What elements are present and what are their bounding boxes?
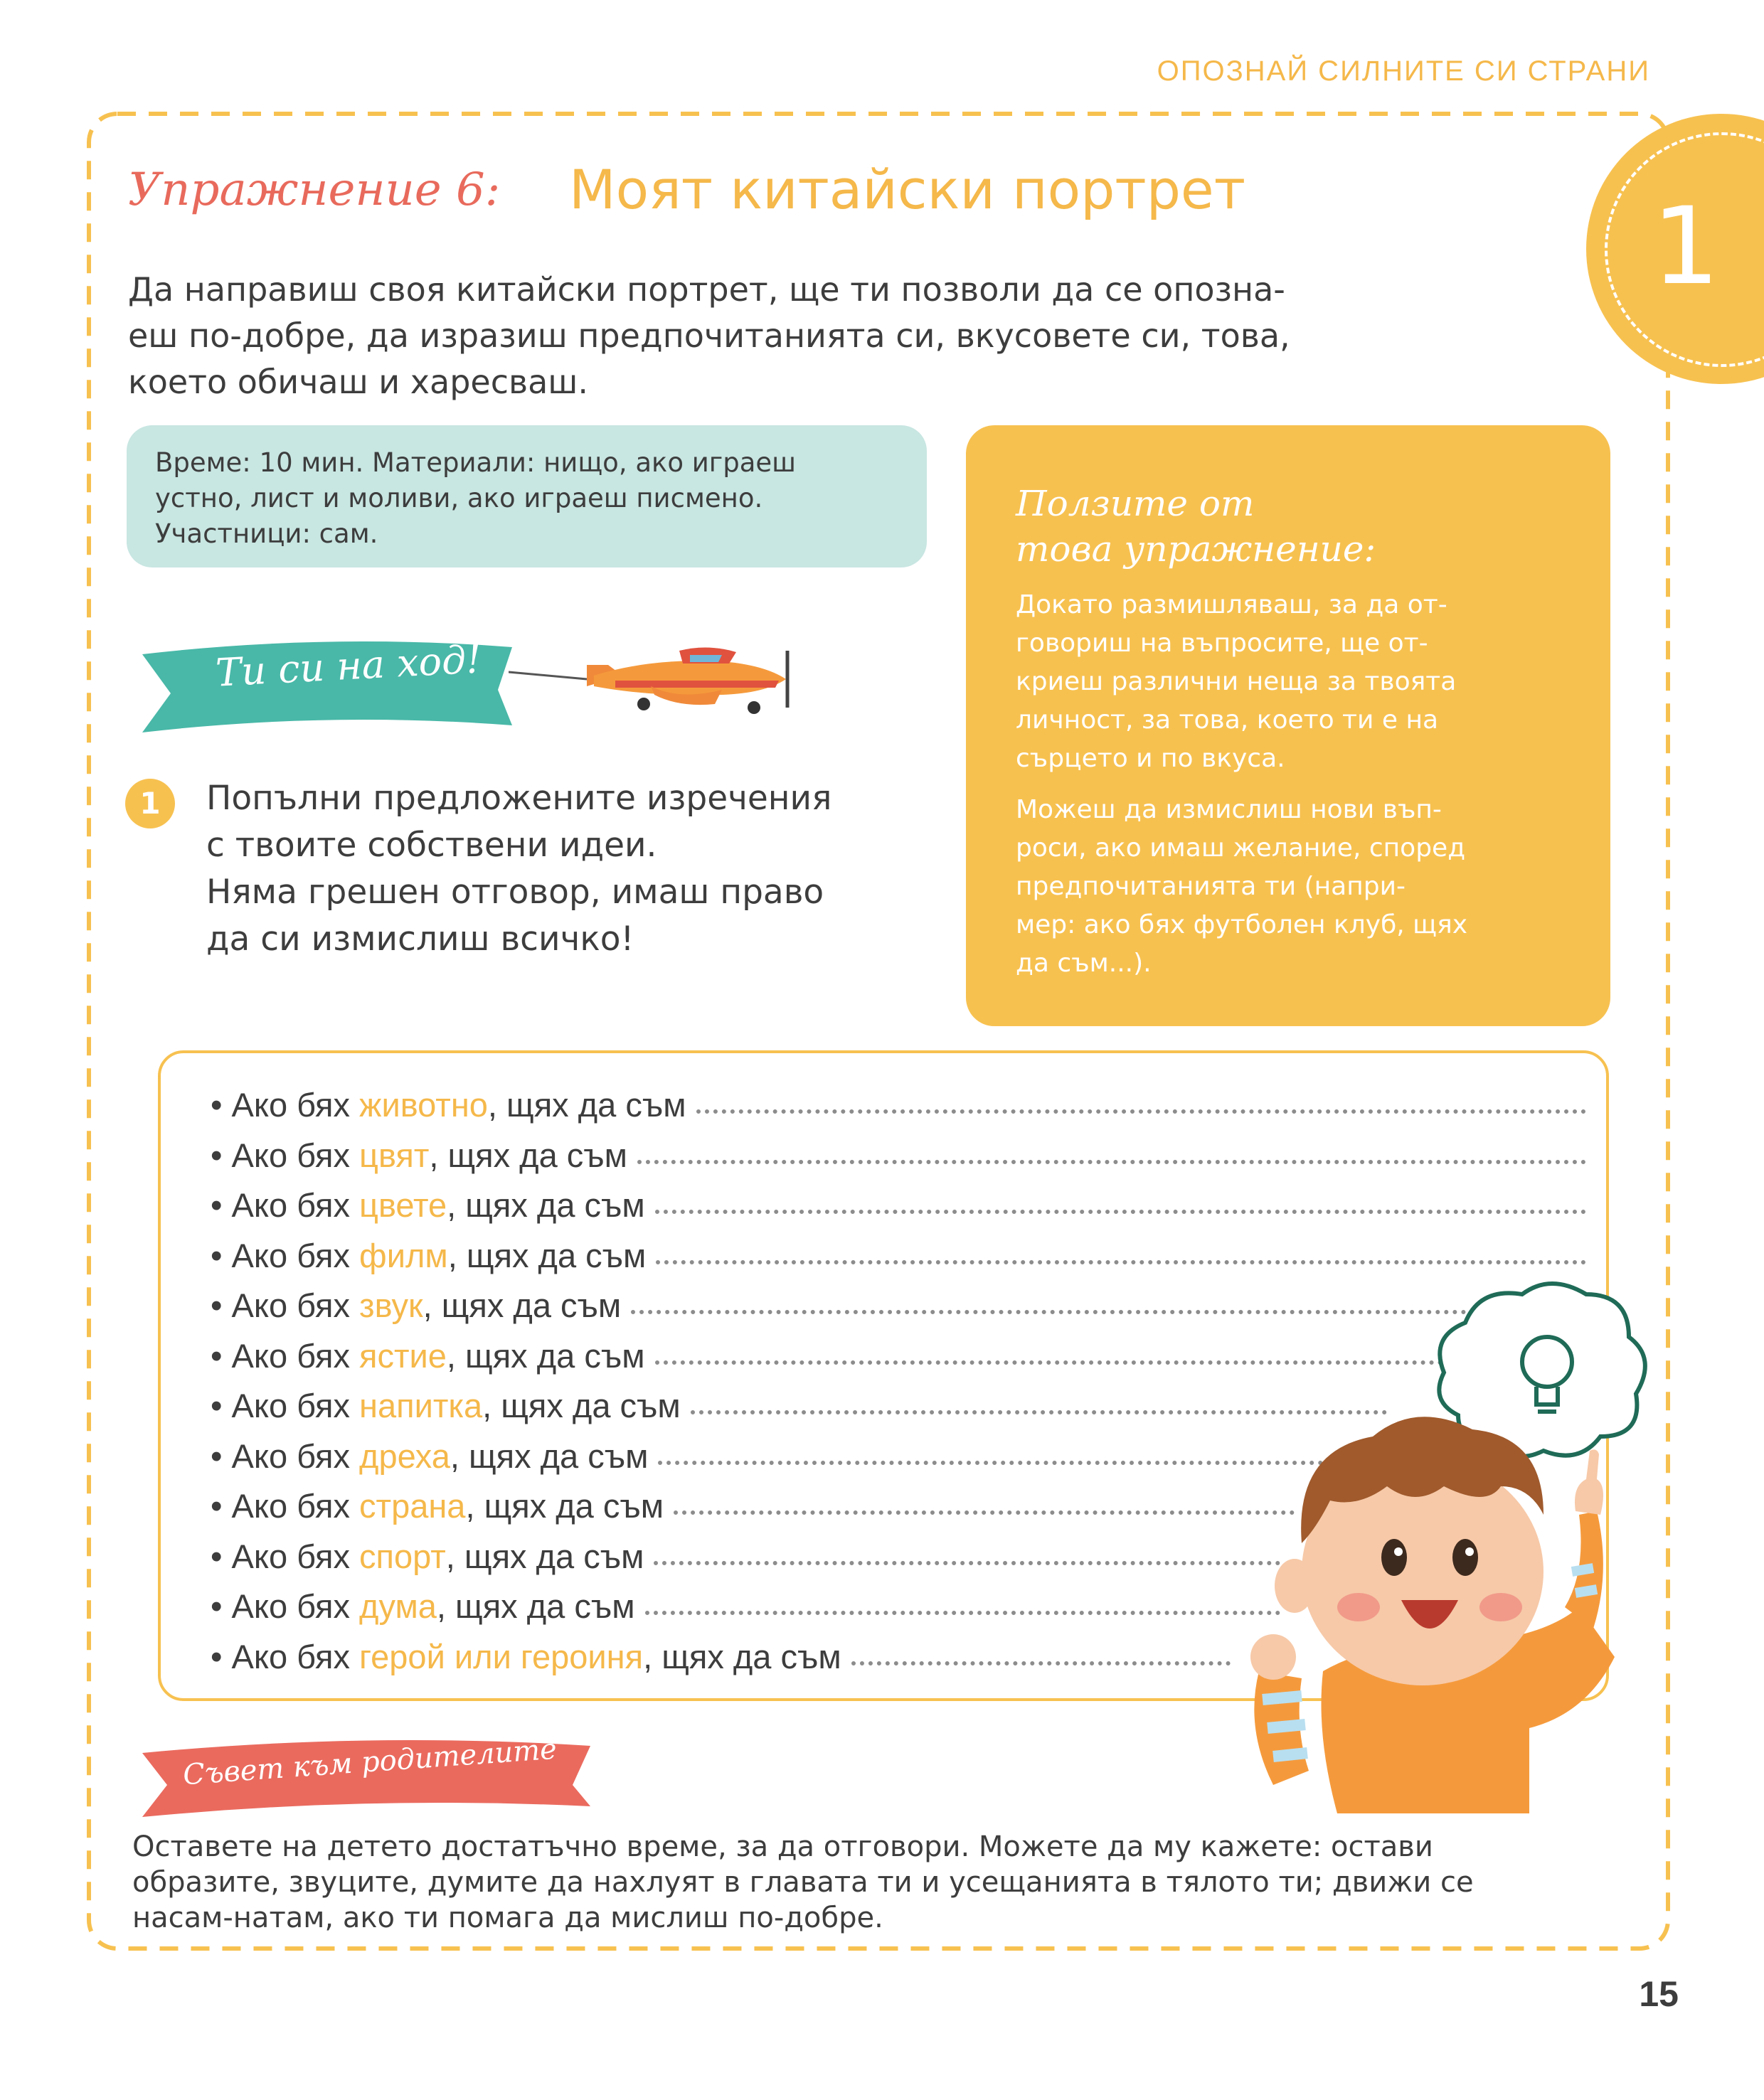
sentence-keyword: спорт [359, 1537, 446, 1575]
sentence-suffix: , щях да съм [447, 1236, 647, 1274]
sentence-prefix: • Ако бях [211, 1587, 360, 1625]
exercise-label: Упражнение 6: [128, 164, 501, 216]
benefits-title: Ползите от това упражнение: [1016, 483, 1376, 570]
sentence-keyword: цвете [359, 1186, 447, 1224]
info-text: Време: 10 мин. Материали: нищо, ако играеш устно, лист и моливи, ако играеш писмено. Участници: сам. [155, 447, 797, 549]
chapter-number: 1 [1652, 185, 1720, 309]
step-number-badge: 1 [125, 779, 175, 828]
sentence-suffix: , щях да съм [445, 1537, 644, 1575]
sentence-keyword: дума [359, 1587, 437, 1625]
sentence-suffix: , щях да съм [429, 1136, 627, 1174]
sentence-keyword: животно [359, 1086, 488, 1124]
answer-line[interactable] [654, 1561, 1280, 1565]
parent-advice: Оставете на детето достатъчно време, за да отговори. Можете да му кажете: остави образите, звуците, думите да нахлуят в главата ти и усещанията в тялото ти; движи се насам-натам, ако ти помага да мислиш по-добре. [132, 1830, 1474, 1934]
benefits-box [966, 425, 1610, 1026]
sentence-keyword: звук [359, 1286, 423, 1324]
sentence-prefix: • Ако бях [211, 1387, 360, 1424]
sentence-row [211, 1587, 1280, 1629]
sentence-suffix: , щях да съм [423, 1286, 622, 1324]
sentence-row [211, 1486, 1295, 1529]
sentence-row [211, 1637, 1231, 1680]
page-number: 15 [1639, 1974, 1679, 2014]
sentence-suffix: , щях да съм [436, 1587, 635, 1625]
sentence-row [211, 1537, 1280, 1579]
answer-line[interactable] [637, 1160, 1586, 1164]
sentence-prefix: • Ако бях [211, 1236, 360, 1274]
exercise-intro: Да направиш своя китайски портрет, ще ти позволи да се опозна- еш по-добре, да изразиш предпочитанията си, вкусовете си, това, което обичаш и харесваш. [128, 270, 1290, 401]
sentence-prefix: • Ако бях [211, 1086, 360, 1124]
sentence-keyword: напитка [359, 1387, 483, 1424]
answer-line[interactable] [658, 1461, 1323, 1465]
sentence-suffix: , щях да съм [487, 1086, 686, 1124]
sentence-prefix: • Ако бях [211, 1537, 360, 1575]
sentence-row [211, 1085, 1586, 1128]
sentence-suffix: , щях да съм [643, 1637, 841, 1675]
sentence-prefix: • Ако бях [211, 1437, 360, 1475]
sentence-keyword: цвят [359, 1136, 430, 1174]
sentence-suffix: , щях да съм [450, 1437, 649, 1475]
thinking-boy-illustration [1231, 1273, 1657, 1813]
sentence-row [211, 1236, 1586, 1279]
info-box [127, 425, 927, 567]
benefits-paragraph: Можеш да измислиш нови въп- роси, ако имаш желание, според предпочитанията ти (напри- мер: ако бях футболен клуб, щях да съм...). [1016, 795, 1468, 978]
sentence-keyword: страна [359, 1487, 466, 1525]
sentence-prefix: • Ако бях [211, 1136, 360, 1174]
sentence-row [211, 1437, 1323, 1479]
benefits-paragraph: Докато размишляваш, за да от- говориш на въпросите, ще от- криеш различни неща за твоята личност, за това, което ти е на сърцето и по вкуса. [1016, 590, 1457, 773]
answer-line[interactable] [656, 1260, 1586, 1264]
sentence-keyword: филм [359, 1236, 448, 1274]
sentence-row [211, 1136, 1586, 1178]
sentence-prefix: • Ако бях [211, 1487, 360, 1525]
advice-banner-label: Съвет към родителите [181, 1732, 558, 1792]
airplane-icon [509, 636, 800, 729]
sentence-row [211, 1185, 1586, 1228]
answer-line[interactable] [674, 1510, 1295, 1515]
sentence-keyword: герой или героиня [359, 1637, 644, 1675]
sentence-prefix: • Ако бях [211, 1336, 360, 1375]
sentence-suffix: , щях да съм [482, 1387, 681, 1424]
sentence-prefix: • Ако бях [211, 1637, 360, 1675]
exercise-title: Моят китайски портрет [569, 158, 1245, 221]
chapter-header: ОПОЗНАЙ СИЛНИТЕ СИ СТРАНИ [1157, 55, 1650, 87]
sentence-suffix: , щях да съм [447, 1186, 645, 1224]
answer-line[interactable] [655, 1210, 1586, 1214]
sentence-keyword: дреха [359, 1437, 450, 1475]
sentence-prefix: • Ако бях [211, 1186, 360, 1224]
sentence-row [211, 1386, 1387, 1429]
sentence-suffix: , щях да съм [465, 1487, 664, 1525]
turn-banner-label: Ти си на ход! [214, 636, 483, 695]
sentence-suffix: , щях да съм [446, 1336, 645, 1375]
answer-line[interactable] [851, 1661, 1231, 1665]
answer-line[interactable] [696, 1109, 1586, 1114]
sentence-keyword: ястие [359, 1336, 447, 1375]
answer-line[interactable] [645, 1611, 1280, 1615]
sentence-prefix: • Ако бях [211, 1286, 360, 1324]
step-instructions: Попълни предложените изречения с твоите собствени идеи. Няма грешен отговор, имаш право да си измислиш всичко! [206, 779, 832, 959]
